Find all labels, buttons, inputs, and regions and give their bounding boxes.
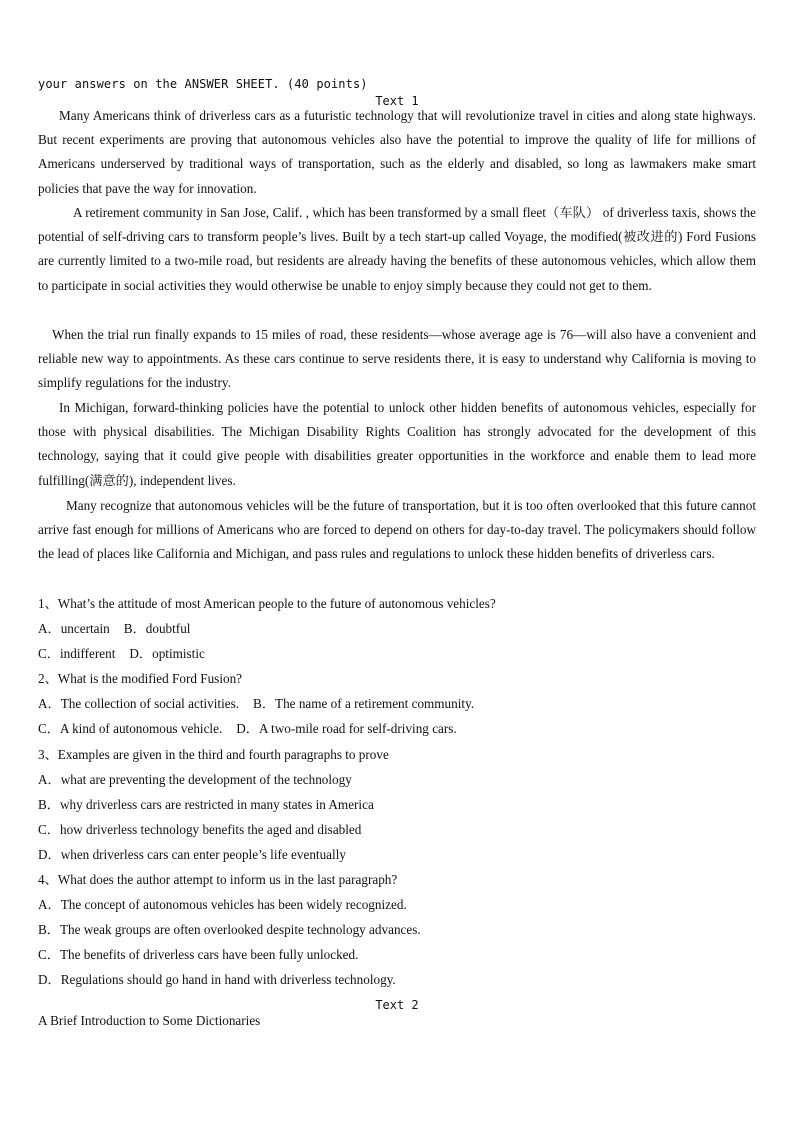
question-2-options-row-2 (38, 720, 457, 738)
paragraph-text: Many recognize that autonomous vehicles will be the future of transportation, but it is too often overlooked that this future cannot arrive fast enough for millions of Americans who are forced to depend on others for day-to-day travel. The policymakers should follow the lead of places like California and Michigan, and pass rules and regulations to unlock these hidden benefits of driverless cars. (38, 498, 756, 562)
passage-paragraph-2 (38, 201, 756, 298)
question-4-stem: 4、What does the author attempt to inform us in the last paragraph? (38, 872, 398, 887)
question-3-option-a[interactable]: A．what are preventing the development of the technology (38, 772, 352, 787)
text1-heading: Text 1 (375, 94, 419, 108)
paragraph-text: A retirement community in San Jose, Calif. , which has been transformed by a small fleet（车队） of driverless taxis, shows the potential of self-driving cars to transform people’s lives. Built by a tech start-up called Voyage, the modified(被改进的) Ford Fusions are currently limited to a two-mile road, but residents are already having the benefits of these autonomous vehicles, which allow them to participate in social activities they would otherwise be unable to enjoy simply because they could not get to them. (38, 205, 756, 293)
option-d[interactable]: D．A two-mile road for self-driving cars. (236, 721, 457, 736)
paragraph-text: In Michigan, forward-thinking policies have the potential to unlock other hidden benefits of autonomous vehicles, especially for those with physical disabilities. The Michigan Disability Rights Coalition has strongly advocated for the development of this technology, saying that it could give people with disabilities greater opportunities in the workforce and enable them to lead more fulfilling(满意的), independent lives. (38, 400, 756, 488)
question-4-option-b[interactable]: B．The weak groups are often overlooked despite technology advances. (38, 922, 421, 937)
question-1-options-row-1 (38, 620, 190, 638)
question-4-option-c[interactable]: C．The benefits of driverless cars have been fully unlocked. (38, 947, 359, 962)
passage-paragraph-3 (38, 323, 756, 396)
option-c[interactable]: C．A kind of autonomous vehicle. (38, 721, 223, 736)
passage-paragraph-4 (38, 396, 756, 493)
question-3-option-b[interactable]: B．why driverless cars are restricted in many states in America (38, 797, 374, 812)
option-c[interactable]: C．indifferent (38, 646, 116, 661)
question-4-option-d[interactable]: D．Regulations should go hand in hand with driverless technology. (38, 972, 396, 987)
question-2-stem: 2、What is the modified Ford Fusion? (38, 671, 243, 686)
option-b[interactable]: B．doubtful (123, 621, 191, 636)
question-3-stem: 3、Examples are given in the third and fourth paragraphs to prove (38, 747, 389, 762)
paragraph-text: When the trial run finally expands to 15 miles of road, these residents—whose average age is 76—will also have a convenient and reliable new way to appointments. As these cars continue to serve residents there, it is easy to understand why California is moving to simplify regulations for the industry. (38, 327, 756, 391)
question-2-options-row-1 (38, 695, 474, 713)
section-instruction: your answers on the ANSWER SHEET. (40 points) (38, 77, 368, 91)
paragraph-text: Many Americans think of driverless cars as a futuristic technology that will revolutionize travel in cities and along state highways. But recent experiments are proving that autonomous vehicles also have the potential to improve the quality of life for millions of Americans underserved by traditional ways of transportation, such as the elderly and disabled, so long as lawmakers make smart policies that pave the way for innovation. (38, 108, 756, 196)
question-1-stem: 1、What’s the attitude of most American people to the future of autonomous vehicles? (38, 596, 496, 611)
question-3-option-d[interactable]: D．when driverless cars can enter people’s life eventually (38, 847, 346, 862)
option-d[interactable]: D．optimistic (129, 646, 205, 661)
option-a[interactable]: A．uncertain (38, 621, 110, 636)
option-a[interactable]: A．The collection of social activities. (38, 696, 240, 711)
question-4-option-a[interactable]: A．The concept of autonomous vehicles has been widely recognized. (38, 897, 407, 912)
passage-paragraph-5 (38, 494, 756, 567)
text2-title: A Brief Introduction to Some Dictionaries (38, 1013, 261, 1028)
option-b[interactable]: B．The name of a retirement community. (253, 696, 475, 711)
question-1-options-row-2 (38, 645, 205, 663)
question-3-option-c[interactable]: C．how driverless technology benefits the aged and disabled (38, 822, 362, 837)
passage-paragraph-1 (38, 104, 756, 201)
text2-heading: Text 2 (375, 998, 419, 1012)
